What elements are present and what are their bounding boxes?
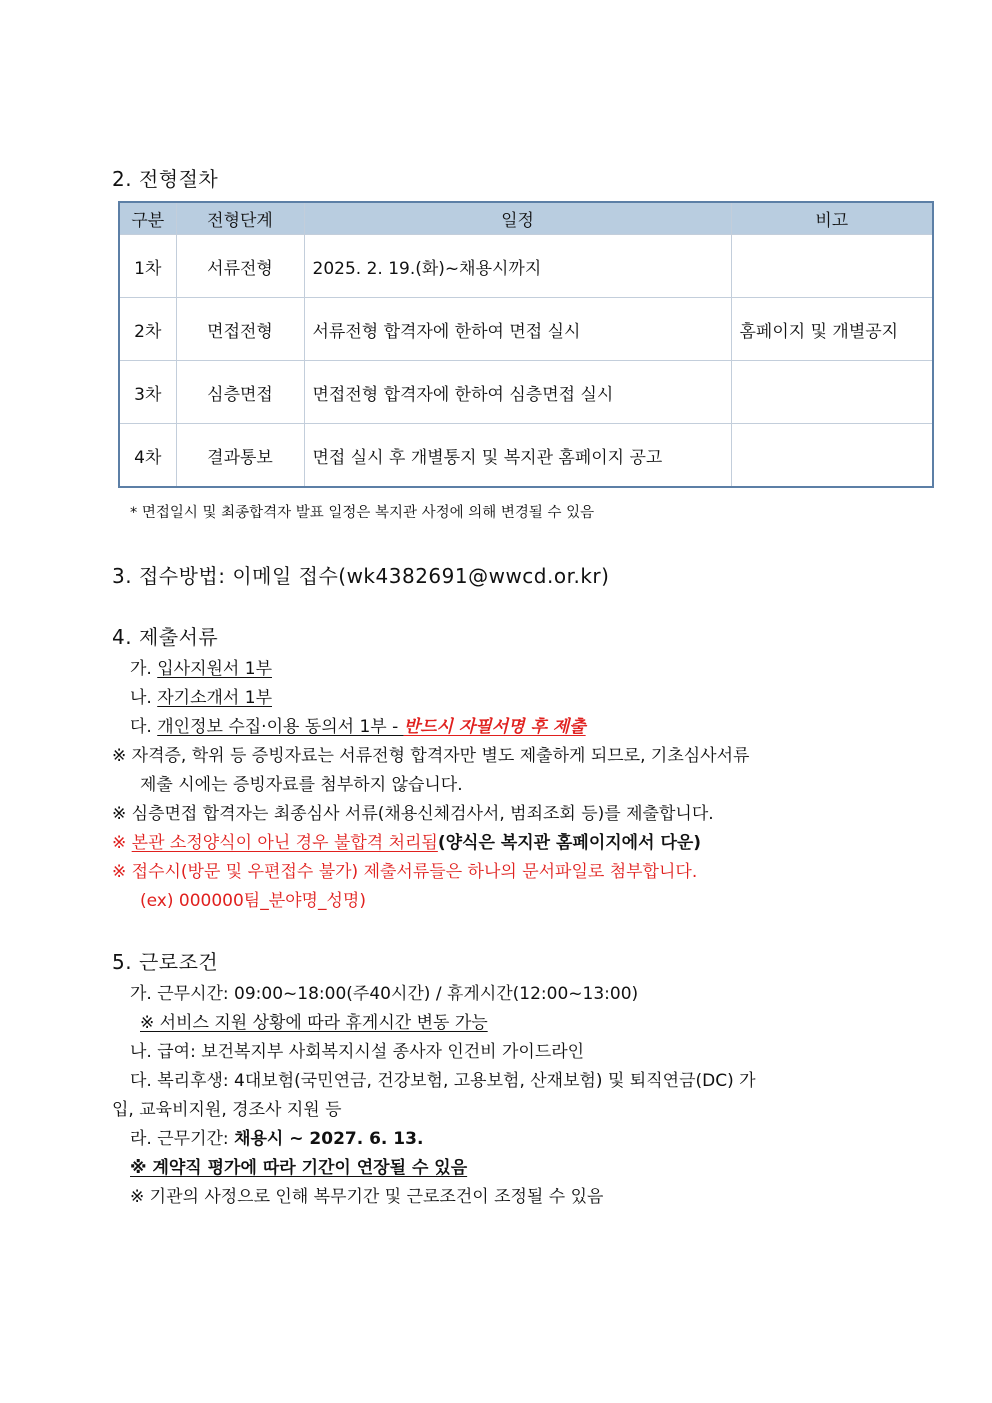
section-3-title: 3. 접수방법: 이메일 접수(wk4382691@wwcd.or.kr) xyxy=(112,564,610,588)
table-row xyxy=(119,235,933,298)
document-item-self-intro xyxy=(130,683,272,708)
item-prefix: 다. xyxy=(130,717,158,737)
table-row xyxy=(119,361,933,424)
cell-schedule: 2025. 2. 19.(화)~채용시까지 xyxy=(304,235,731,298)
item-prefix: 나. xyxy=(130,688,158,708)
cell-stage: 3차 xyxy=(119,361,176,424)
document-item-privacy-consent xyxy=(130,712,586,737)
section-4-title: 4. 제출서류 xyxy=(112,625,219,649)
work-period-label: 라. 근무기간: xyxy=(130,1129,235,1149)
cell-stage: 2차 xyxy=(119,298,176,361)
header-step: 전형단계 xyxy=(176,202,304,235)
item-text: 개인정보 수집·이용 동의서 1부 - xyxy=(157,717,404,737)
table-row xyxy=(119,424,933,488)
cell-note xyxy=(731,235,933,298)
cell-note xyxy=(731,361,933,424)
schedule-footnote: * 면접일시 및 최종합격자 발표 일정은 복지관 사정에 의해 변경될 수 있음 xyxy=(130,505,595,521)
cell-schedule: 면접 실시 후 개별통지 및 복지관 홈페이지 공고 xyxy=(304,424,731,488)
item-text: 입사지원서 1부 xyxy=(157,659,272,679)
note-mark: ※ xyxy=(112,833,132,853)
work-hours-note: ※ 서비스 지원 상황에 따라 휴게시간 변동 가능 xyxy=(140,1013,488,1033)
section-5-title: 5. 근로조건 xyxy=(112,950,219,974)
cell-note: 홈페이지 및 개별공지 xyxy=(731,298,933,361)
selection-schedule-table xyxy=(118,201,934,488)
welfare-line2: 입, 교육비지원, 경조사 지원 등 xyxy=(112,1100,342,1120)
signature-required-emphasis: 반드시 자필서명 후 제출 xyxy=(403,717,586,737)
salary: 나. 급여: 보건복지부 사회복지시설 종사자 인건비 가이드라인 xyxy=(130,1042,585,1062)
work-period-value: 채용시 ~ 2027. 6. 13. xyxy=(234,1129,424,1149)
cell-schedule: 서류전형 합격자에 한하여 면접 실시 xyxy=(304,298,731,361)
note-single-file-line2: (ex) 000000팀_분야명_성명) xyxy=(140,891,366,911)
condition-adjustment-note: ※ 기관의 사정으로 인해 복무기간 및 근로조건이 조정될 수 있음 xyxy=(130,1187,604,1207)
table-header-row xyxy=(119,202,933,235)
cell-note xyxy=(731,424,933,488)
note-credentials-line1: ※ 자격증, 학위 등 증빙자료는 서류전형 합격자만 별도 제출하게 되므로, 기초심사서류 xyxy=(112,746,750,766)
note-official-form-warning: 본관 소정양식이 아닌 경우 불합격 처리됨 xyxy=(131,833,438,853)
note-single-file-line1: ※ 접수시(방문 및 우편접수 불가) 제출서류들은 하나의 문서파일로 첨부합니다. xyxy=(112,862,698,882)
contract-extension-note: ※ 계약직 평가에 따라 기간이 연장될 수 있음 xyxy=(130,1158,468,1178)
work-period xyxy=(130,1124,423,1149)
document-item-application xyxy=(130,654,272,679)
table-row xyxy=(119,298,933,361)
cell-stage: 1차 xyxy=(119,235,176,298)
cell-stage: 4차 xyxy=(119,424,176,488)
note-official-form xyxy=(112,828,701,853)
note-final-documents: ※ 심층면접 합격자는 최종심사 서류(채용신체검사서, 범죄조회 등)를 제출합니다. xyxy=(112,804,714,824)
section-2-title: 2. 전형절차 xyxy=(112,167,219,191)
note-credentials-line2: 제출 시에는 증빙자료를 첨부하지 않습니다. xyxy=(140,775,463,795)
cell-step: 결과통보 xyxy=(176,424,304,488)
welfare-line1: 다. 복리후생: 4대보험(국민연금, 건강보험, 고용보험, 산재보험) 및 퇴직연금(DC) 가 xyxy=(130,1071,756,1091)
cell-step: 서류전형 xyxy=(176,235,304,298)
header-note: 비고 xyxy=(731,202,933,235)
header-stage: 구분 xyxy=(119,202,176,235)
cell-step: 심층면접 xyxy=(176,361,304,424)
work-hours: 가. 근무시간: 09:00~18:00(주40시간) / 휴게시간(12:00~13:00) xyxy=(130,984,639,1004)
note-official-form-download: (양식은 복지관 홈페이지에서 다운) xyxy=(437,833,702,853)
item-prefix: 가. xyxy=(130,659,158,679)
cell-step: 면접전형 xyxy=(176,298,304,361)
item-text: 자기소개서 1부 xyxy=(157,688,272,708)
cell-schedule: 면접전형 합격자에 한하여 심층면접 실시 xyxy=(304,361,731,424)
header-schedule: 일정 xyxy=(304,202,731,235)
